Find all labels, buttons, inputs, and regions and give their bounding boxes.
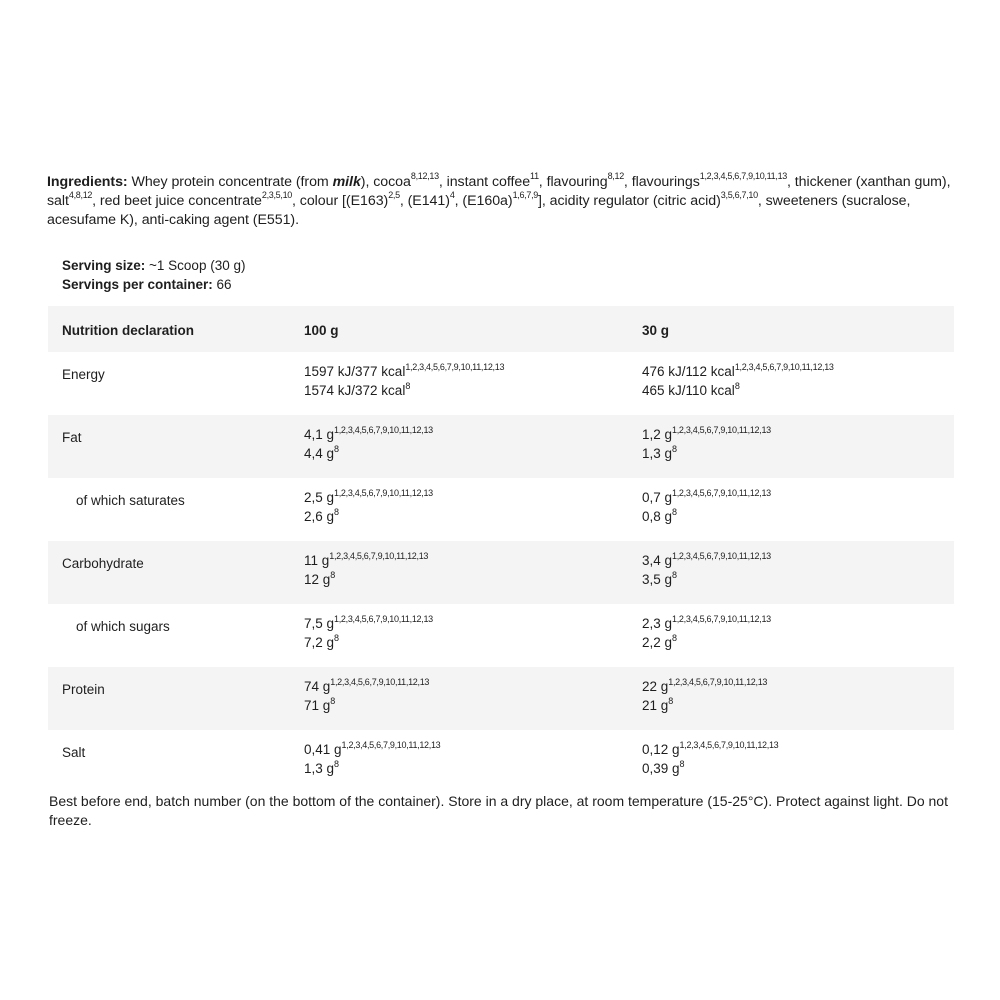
- footnote-ref: 1,2,3,4,5,6,7,9,10,11,12,13: [668, 676, 768, 687]
- nutrient-name: Protein: [62, 682, 105, 697]
- footnote-ref: 8: [672, 443, 677, 454]
- footnote-ref: 11: [530, 171, 539, 182]
- value-text: 7,5 g: [304, 616, 335, 631]
- nutrient-name: Fat: [62, 430, 82, 445]
- ingredients-label: Ingredients:: [47, 174, 128, 190]
- header-per-30g: 30 g: [642, 323, 670, 338]
- serving-info: [62, 256, 245, 294]
- footnote-ref: 8: [679, 758, 685, 769]
- value-100g: [304, 425, 433, 463]
- nutrient-name: of which saturates: [76, 493, 185, 508]
- footnote-ref: 2,5: [388, 190, 400, 201]
- servings-per-container-label: Servings per container:: [62, 277, 213, 292]
- nutrient-name: of which sugars: [76, 619, 170, 634]
- value-text: 2,5 g: [304, 490, 335, 505]
- serving-size: [62, 256, 245, 275]
- value-text: 74 g: [304, 679, 331, 694]
- footnote-ref: 1,2,3,4,5,6,7,9,10,11,12,13: [734, 361, 834, 372]
- servings-per-container-value: 66: [212, 277, 232, 292]
- footnote-ref: 8: [672, 506, 677, 517]
- footnote-ref: 1,2,3,4,5,6,7,9,10,11,12,13: [341, 739, 441, 750]
- ingredients-text: , flavourings: [623, 174, 700, 190]
- allergen-milk: milk: [332, 174, 361, 190]
- ingredients-text: ], acidity regulator (citric acid): [538, 193, 721, 209]
- footnote-ref: 8: [668, 695, 673, 706]
- value-30g: [642, 677, 767, 715]
- value-text: 1574 kJ/372 kcal: [304, 383, 406, 398]
- footnote-ref: 8: [334, 443, 339, 454]
- serving-size-label: Serving size:: [62, 258, 146, 273]
- value-text: 476 kJ/112 kcal: [642, 364, 735, 379]
- footnote-ref: 1,2,3,4,5,6,7,9,10,11,12,13: [672, 550, 771, 561]
- value-100g: [304, 488, 433, 526]
- footnote-ref: 1,2,3,4,5,6,7,9,10,11,12,13: [405, 361, 505, 372]
- ingredients-paragraph: [47, 173, 962, 230]
- value-text: 22 g: [642, 679, 669, 694]
- value-100g: [304, 614, 433, 652]
- nutrient-name: Salt: [62, 745, 86, 760]
- value-30g: [642, 362, 834, 400]
- value-30g: [642, 425, 771, 463]
- table-row: [48, 352, 954, 415]
- footnote-ref: 8: [334, 506, 339, 517]
- value-text: 3,5 g: [642, 572, 673, 587]
- storage-instructions: Best before end, batch number (on the bottom of the container). Store in a dry place, at room temperature (15-25°C). Protect against light. Do not freeze.: [49, 793, 948, 828]
- nutrition-table-header: [48, 306, 954, 352]
- footnote-ref: 4: [449, 190, 455, 201]
- table-row: [48, 415, 954, 478]
- nutrient-name: Energy: [62, 367, 105, 382]
- value-text: 7,2 g: [304, 635, 335, 650]
- value-text: 1,3 g: [642, 446, 673, 461]
- footnote-ref: 3,5,6,7,10: [720, 190, 758, 201]
- value-text: 2,3 g: [642, 616, 673, 631]
- value-text: 0,41 g: [304, 742, 342, 757]
- value-30g: [642, 551, 771, 589]
- footnote-ref: 1,6,7,9: [512, 190, 538, 201]
- ingredients-text: , flavouring: [538, 174, 608, 190]
- value-100g: [304, 362, 504, 400]
- value-text: 4,1 g: [304, 427, 335, 442]
- value-text: 1,2 g: [642, 427, 673, 442]
- ingredients-text: , instant coffee: [438, 174, 531, 190]
- footnote-ref: 1,2,3,4,5,6,7,9,10,11,12,13: [679, 739, 779, 750]
- ingredients-text: , thickener (xanthan gum), salt: [47, 174, 951, 209]
- footnote-ref: 1,2,3,4,5,6,7,9,10,11,12,13: [334, 424, 433, 435]
- footnote-ref: 8: [330, 695, 335, 706]
- footnote-ref: 8: [672, 632, 677, 643]
- ingredients-text: , sweeteners (sucralose, acesufame K), anti-caking agent (E551).: [47, 193, 911, 228]
- table-row: [48, 667, 954, 730]
- nutrient-name: Carbohydrate: [62, 556, 144, 571]
- footnote-ref: 1,2,3,4,5,6,7,9,10,11,12,13: [330, 676, 430, 687]
- value-100g: [304, 551, 428, 589]
- footnote-ref: 1,2,3,4,5,6,7,9,10,11,12,13: [672, 613, 771, 624]
- footnote-ref: 1,2,3,4,5,6,7,9,10,11,12,13: [334, 487, 433, 498]
- footnote-ref: 1,2,3,4,5,6,7,9,10,11,12,13: [334, 613, 433, 624]
- footnote-ref: 8: [672, 569, 677, 580]
- value-text: 3,4 g: [642, 553, 673, 568]
- value-100g: [304, 677, 429, 715]
- value-text: 4,4 g: [304, 446, 335, 461]
- footnote-ref: 1,2,3,4,5,6,7,9,10,11,12,13: [329, 550, 429, 561]
- value-text: 1,3 g: [304, 761, 335, 776]
- footnote-ref: 4,8,12: [68, 190, 93, 201]
- value-text: 465 kJ/110 kcal: [642, 383, 735, 398]
- footnote-ref: 8: [334, 632, 339, 643]
- value-text: 11 g: [304, 553, 330, 568]
- value-text: 21 g: [642, 698, 669, 713]
- value-text: 0,39 g: [642, 761, 680, 776]
- nutrition-table: [48, 306, 954, 793]
- footnote-ref: 8: [330, 569, 335, 580]
- header-per-100g: 100 g: [304, 323, 339, 338]
- footnote-ref: 8: [405, 380, 411, 391]
- value-text: 2,2 g: [642, 635, 673, 650]
- header-nutrition-declaration: Nutrition declaration: [62, 323, 195, 338]
- ingredients-text: , (E141): [399, 193, 450, 209]
- value-text: 0,8 g: [642, 509, 673, 524]
- footnote-ref: 8: [734, 380, 740, 391]
- value-30g: [642, 614, 771, 652]
- footnote-ref: 8,12: [607, 171, 624, 182]
- ingredients-text: ), cocoa: [360, 174, 411, 190]
- value-text: 71 g: [304, 698, 331, 713]
- servings-per-container: [62, 275, 245, 294]
- table-row: [48, 541, 954, 604]
- value-text: 0,12 g: [642, 742, 680, 757]
- ingredients-text: , (E160a): [454, 193, 513, 209]
- value-30g: [642, 488, 771, 526]
- value-100g: [304, 740, 440, 778]
- value-text: 2,6 g: [304, 509, 335, 524]
- footnote-ref: 8,12,13: [410, 171, 439, 182]
- footnote-ref: 1,2,3,4,5,6,7,9,10,11,13: [699, 171, 787, 182]
- value-30g: [642, 740, 778, 778]
- footnote-ref: 1,2,3,4,5,6,7,9,10,11,12,13: [672, 487, 771, 498]
- serving-size-value: ~1 Scoop (30 g): [145, 258, 246, 273]
- table-row: [48, 730, 954, 793]
- ingredients-text: , red beet juice concentrate: [92, 193, 262, 209]
- footnote-ref: 8: [334, 758, 339, 769]
- footnote-ref: 2,3,5,10: [261, 190, 293, 201]
- value-text: 1597 kJ/377 kcal: [304, 364, 406, 379]
- ingredients-text: Whey protein concentrate (from: [127, 174, 333, 190]
- footnote-ref: 1,2,3,4,5,6,7,9,10,11,12,13: [672, 424, 771, 435]
- table-row: [48, 604, 954, 667]
- value-text: 12 g: [304, 572, 331, 587]
- table-row: [48, 478, 954, 541]
- value-text: 0,7 g: [642, 490, 673, 505]
- ingredients-text: , colour [(E163): [292, 193, 389, 209]
